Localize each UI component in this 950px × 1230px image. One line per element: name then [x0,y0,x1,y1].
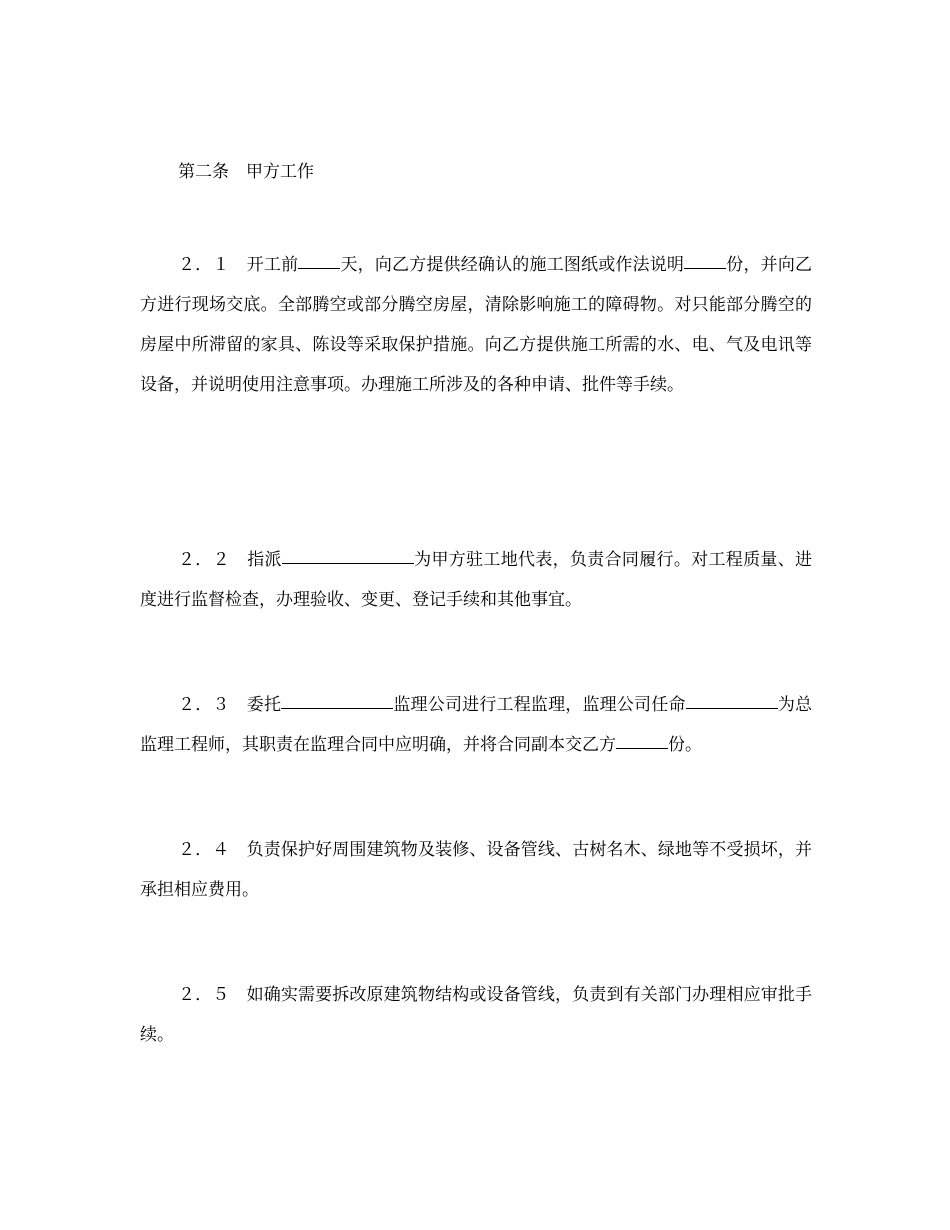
clause-2-4 [140,830,812,910]
clause-text: 份。 [668,735,702,755]
fill-blank-representative [282,562,414,564]
clause-number: ２．４ [178,840,247,860]
clause-text: 为甲方驻工地代表，负责合同履行。对工程质量、进度进行监督检查，办理验收、变更、登记手续和其他事宜。 [140,550,813,610]
clause-text: 开工前 [246,255,299,275]
clause-text: 委托 [246,695,282,715]
clause-2-3 [140,685,812,765]
clause-text: 如确实需要拆改原建筑物结构或设备管线，负责到有关部门办理相应审批手续。 [140,985,813,1045]
clause-number: ２．１ [178,255,247,275]
clause-text: 为总监理工程师，其职责在监理合同中应明确，并将合同副本交乙方 [140,695,813,755]
clause-number: ２．２ [178,550,248,570]
fill-blank-supervision-company [281,707,393,709]
clause-text: 负责保护好周围建筑物及装修、设备管线、古树名木、绿地等不受损坏，并承担相应费用。 [140,840,813,900]
clause-text: 份，并向乙方进行现场交底。全部腾空或部分腾空房屋，清除影响施工的障碍物。对只能部分腾空的房屋中所滞留的家具、陈设等采取保护措施。向乙方提供施工所需的水、电、气及电讯等设备，并说明使用注意事项。办理施工所涉及的各种申请、批件等手续。 [140,255,813,395]
fill-blank-copies [684,267,726,269]
section-heading: 第二条 甲方工作 [178,162,314,182]
fill-blank-copies [616,747,668,749]
clause-2-1 [140,245,812,405]
clause-text: 监理公司进行工程监理，监理公司任命 [393,695,686,715]
clause-text: 指派 [247,550,282,570]
clause-2-5 [140,975,812,1055]
fill-blank-chief-engineer [686,707,778,709]
clause-text: 天，向乙方提供经确认的施工图纸或作法说明 [340,255,685,275]
clause-number: ２．３ [178,695,247,715]
fill-blank-days [298,267,340,269]
clause-number: ２．５ [178,985,247,1005]
clause-2-2 [140,540,812,620]
